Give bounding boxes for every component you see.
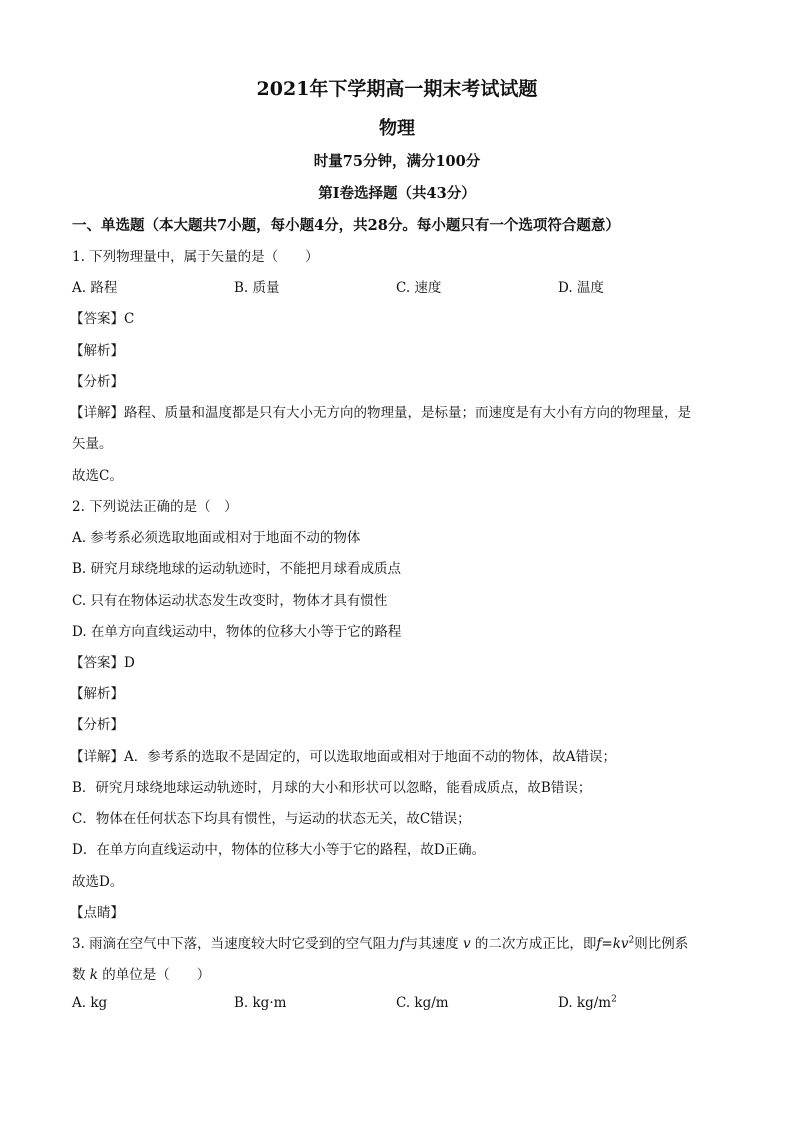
q1-conclusion: 故选C。 bbox=[72, 468, 123, 484]
section-heading: 一、单选题（本大题共7小题，每小题4分，共28分。每小题只有一个选项符合题意） bbox=[72, 217, 620, 234]
q3-stem2-part-b: 的单位是（ ） bbox=[102, 967, 211, 983]
q2-analysis-label: 【解析】 bbox=[70, 686, 124, 702]
q1-detail-line2: 矢量。 bbox=[72, 436, 113, 452]
q1-fenxi-label: 【分析】 bbox=[70, 374, 124, 390]
q3-option-b: B. kg·m bbox=[234, 995, 287, 1011]
q2-detail-a: 【详解】A．参考系的选取不是固定的，可以选取地面或相对于地面不动的物体，故A错误； bbox=[70, 749, 616, 765]
q3-option-a: A. kg bbox=[72, 995, 108, 1011]
q3-stem-part-a: 3. 雨滴在空气中下落，当速度较大时它受到的空气阻力 bbox=[72, 936, 400, 952]
q2-detail-d: D．在单方向直线运动中，物体的位移大小等于它的路程，故D正确。 bbox=[72, 842, 486, 858]
q1-option-a: A. 路程 bbox=[72, 280, 118, 296]
q2-detail-b: B．研究月球绕地球运动轨迹时，月球的大小和形状可以忽略，能看成质点，故B错误； bbox=[72, 780, 592, 796]
q3-stem-line1 bbox=[72, 932, 688, 952]
q1-answer: 【答案】C bbox=[70, 311, 135, 327]
q3-option-c: C. kg/m bbox=[396, 995, 449, 1011]
q1-analysis-label: 【解析】 bbox=[70, 343, 124, 359]
q2-option-d: D. 在单方向直线运动中，物体的位移大小等于它的路程 bbox=[72, 624, 402, 640]
q1-option-c: C. 速度 bbox=[396, 280, 442, 296]
q2-dianjing-label: 【点睛】 bbox=[70, 905, 124, 921]
q2-answer: 【答案】D bbox=[70, 655, 135, 671]
q2-detail-c: C．物体在任何状态下均具有惯性，与运动的状态无关，故C错误； bbox=[72, 811, 471, 827]
q3-option-d bbox=[558, 995, 617, 1011]
volume-title: 第Ⅰ卷选择题（共43分） bbox=[318, 185, 476, 202]
q1-option-b: B. 质量 bbox=[234, 280, 280, 296]
q3-var-f: f bbox=[399, 936, 405, 952]
q2-fenxi-label: 【分析】 bbox=[70, 717, 124, 733]
q3-var-k: k bbox=[89, 967, 98, 983]
q3-formula-f: f bbox=[596, 936, 602, 952]
q1-detail-line1: 【详解】路程、质量和温度都是只有大小无方向的物理量，是标量；而速度是有大小有方向的物理量，是 bbox=[70, 405, 691, 421]
time-info: 时量75分钟，满分100分 bbox=[313, 153, 481, 170]
q2-conclusion: 故选D。 bbox=[72, 874, 124, 890]
q3-stem-part-d: 则比例系 bbox=[634, 936, 689, 952]
q3-var-v: v bbox=[462, 936, 471, 952]
exam-title: 2021年下学期高一期末考试试题 bbox=[256, 78, 538, 100]
q3-formula-exp: 2 bbox=[628, 935, 635, 946]
subject-title: 物理 bbox=[379, 118, 415, 139]
q3-stem-part-b: 与其速度 bbox=[404, 936, 459, 952]
q3-option-d-exp: 2 bbox=[611, 994, 617, 1005]
q3-option-d-text: D. kg/m bbox=[558, 995, 612, 1011]
q3-formula-eq: = bbox=[601, 936, 613, 952]
q3-stem-line2 bbox=[72, 963, 210, 983]
q2-stem: 2. 下列说法正确的是（ ） bbox=[72, 499, 238, 515]
q1-stem: 1. 下列物理量中，属于矢量的是（ ） bbox=[72, 249, 319, 265]
q3-formula-kv: kv bbox=[612, 936, 629, 952]
q3-stem-part-c: 的二次方成正比，即 bbox=[474, 936, 597, 952]
q3-stem2-part-a: 数 bbox=[72, 967, 86, 983]
q2-option-a: A. 参考系必须选取地面或相对于地面不动的物体 bbox=[72, 530, 361, 546]
q2-option-b: B. 研究月球绕地球的运动轨迹时，不能把月球看成质点 bbox=[72, 561, 402, 577]
q1-option-d: D. 温度 bbox=[558, 280, 604, 296]
q2-option-c: C. 只有在物体运动状态发生改变时，物体才具有惯性 bbox=[72, 593, 388, 609]
